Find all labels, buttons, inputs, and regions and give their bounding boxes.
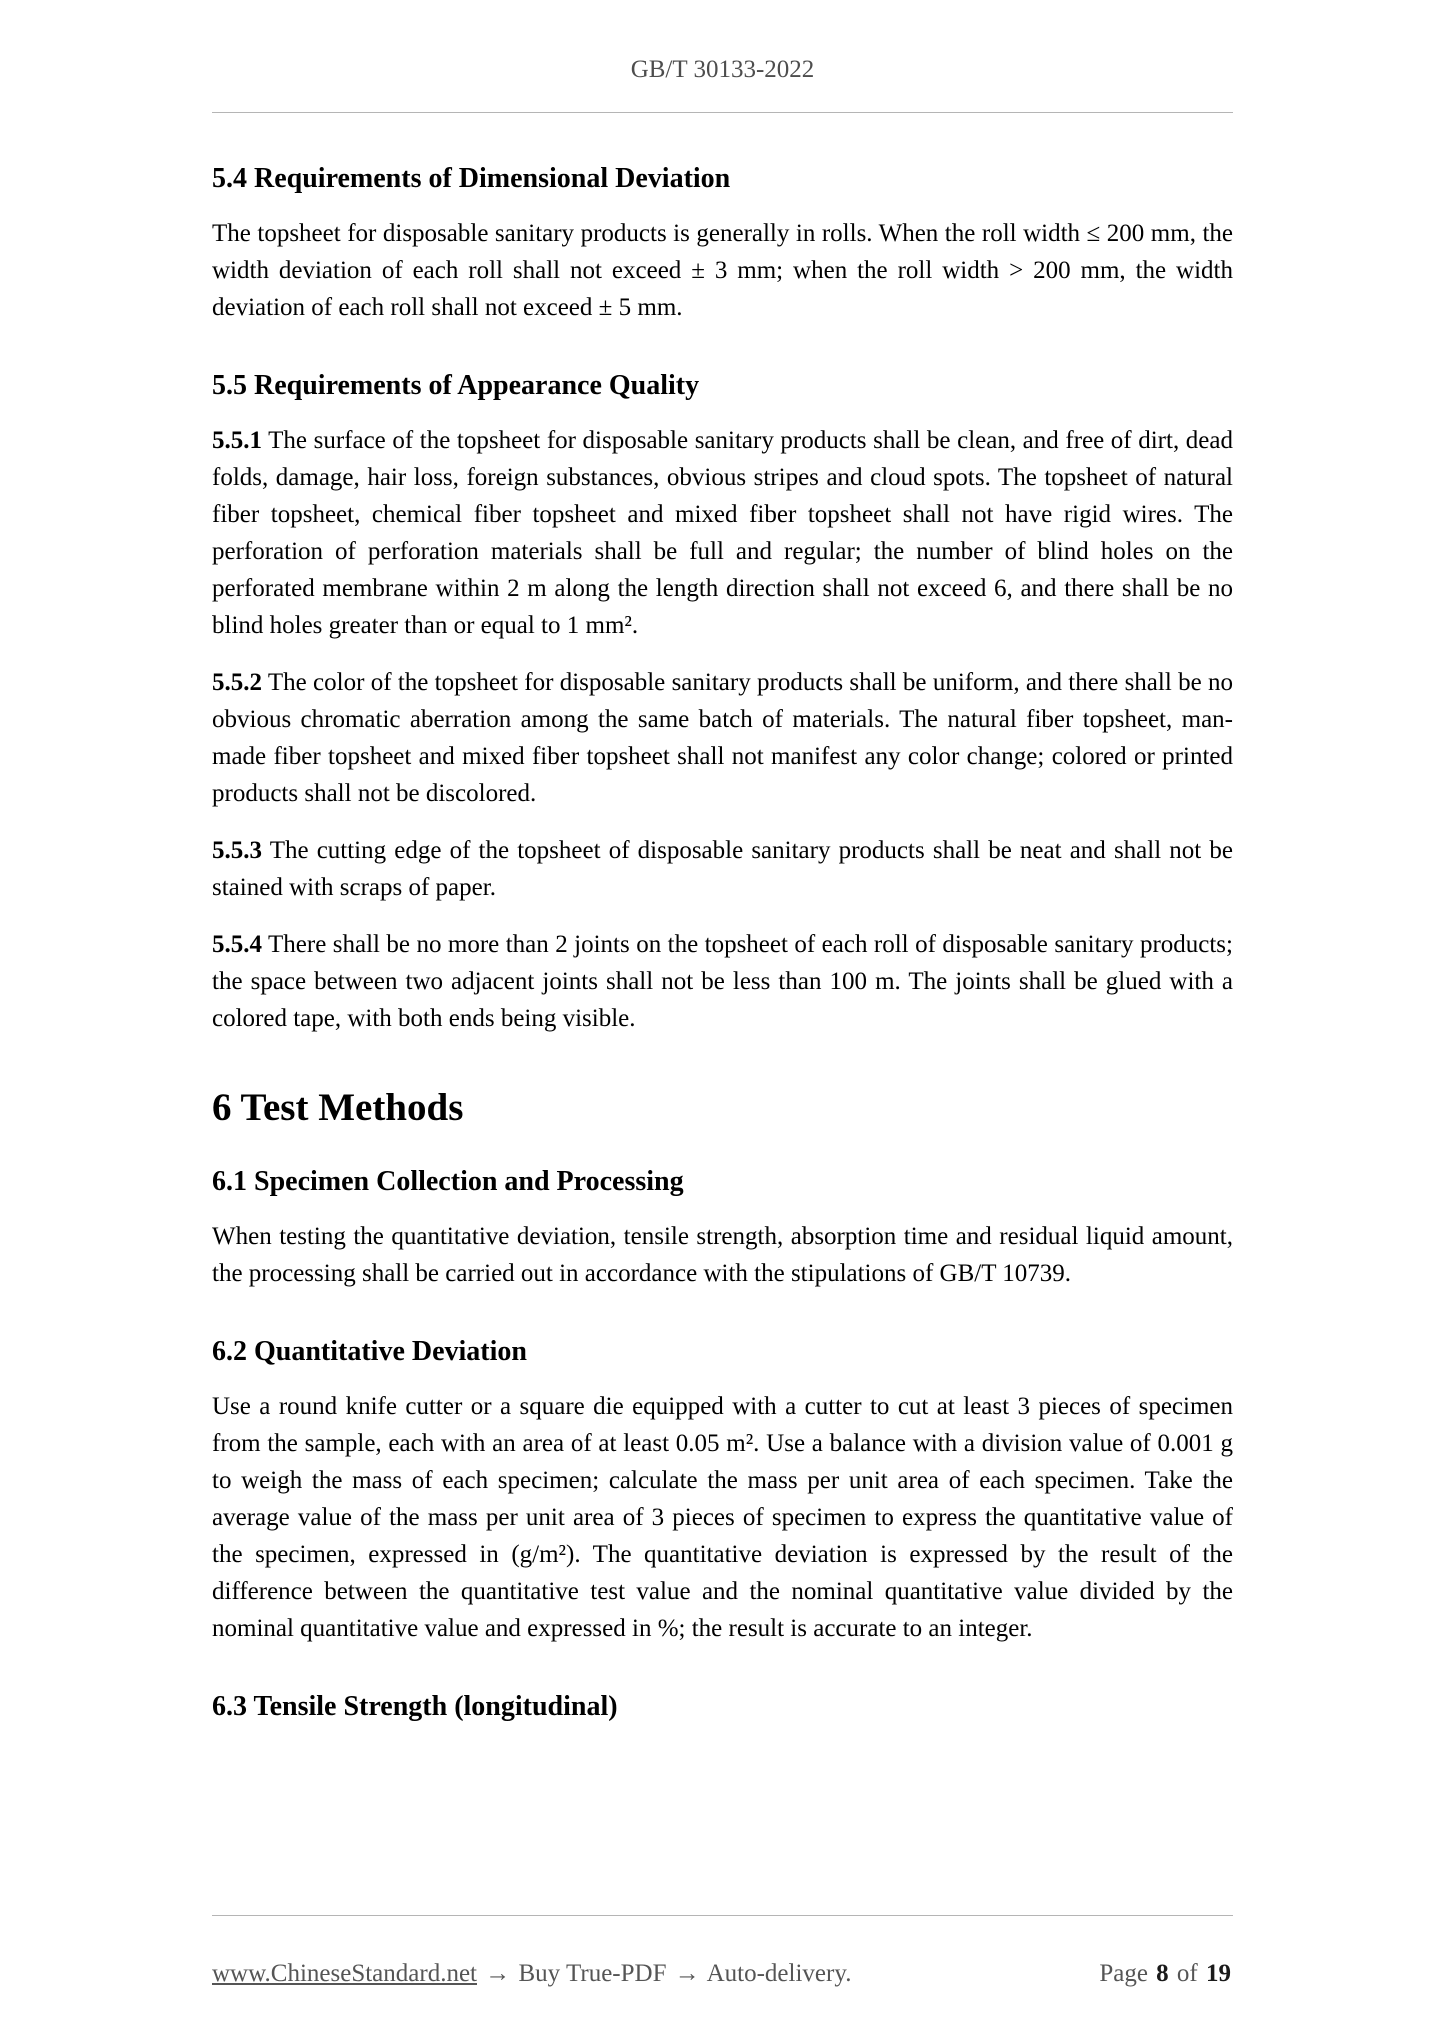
chapter-6-heading: 6 Test Methods [212, 1086, 464, 1129]
footer-source-line [212, 1960, 851, 1988]
section-5-5-heading: 5.5 Requirements of Appearance Quality [212, 370, 700, 401]
clause-5-5-3-text: The cutting edge of the topsheet of disposable sanitary products shall be neat and shall not be stained with scraps of paper. [212, 837, 1233, 901]
section-6-2-paragraph: Use a round knife cutter or a square die equipped with a cutter to cut at least 3 pieces of specimen from the sample, each with an area of at least 0.05 m². Use a balance with a division value of 0.001 g to weigh the mass of each specimen; calculate the mass per unit area of each specimen. Take the average value of the mass per unit area of 3 pieces of specimen to express the quantitative value of the specimen, expressed in (g/m²). The quantitative deviation is expressed by the result of the difference between the quantitative test value and the nominal quantitative value divided by the nominal quantitative value and expressed in %; the result is accurate to an integer. [212, 1393, 1233, 1642]
page-total-number: 19 [1206, 1960, 1231, 1987]
page-label: Page [1099, 1960, 1148, 1987]
clause-5-5-3-label: 5.5.3 [212, 837, 262, 864]
clause-5-5-2-text: The color of the topsheet for disposable sanitary products shall be uniform, and there shall be no obvious chromatic aberration among the same batch of materials. The natural fiber topsheet, man-made fiber topsheet and mixed fiber topsheet shall not manifest any color change; colored or printed products shall not be discolored. [212, 669, 1233, 807]
clause-5-5-4-text: There shall be no more than 2 joints on the topsheet of each roll of disposable sanitary products; the space between two adjacent joints shall not be less than 100 m. The joints shall be glued with a colored tape, with both ends being visible. [212, 931, 1233, 1032]
clause-5-5-1-text: The surface of the topsheet for disposable sanitary products shall be clean, and free of dirt, dead folds, damage, hair loss, foreign substances, obvious stripes and cloud spots. The topsheet of natural fiber topsheet, chemical fiber topsheet and mixed fiber topsheet shall not have rigid wires. The perforation of perforation materials shall be full and regular; the number of blind holes on the perforated membrane within 2 m along the length direction shall not exceed 6, and there shall be no blind holes greater than or equal to 1 mm². [212, 427, 1233, 639]
page-footer [212, 1915, 1233, 1988]
document-number: GB/T 30133-2022 [630, 56, 815, 83]
clause-5-5-3-paragraph [212, 832, 1233, 906]
arrow-right-icon: → [674, 1960, 700, 1987]
clause-5-5-2-label: 5.5.2 [212, 669, 262, 696]
section-5-4-paragraph: The topsheet for disposable sanitary products is generally in rolls. When the roll width ≤ 200 mm, the width deviation of each roll shall not exceed ± 3 mm; when the roll width > 200 mm, the width deviation of each roll shall not exceed ± 5 mm. [212, 220, 1233, 321]
section-6-1-heading: 6.1 Specimen Collection and Processing [212, 1166, 684, 1197]
section-5-4-heading: 5.4 Requirements of Dimensional Deviation [212, 163, 731, 194]
clause-5-5-4-paragraph [212, 926, 1233, 1037]
section-6-1-paragraph: When testing the quantitative deviation, tensile strength, absorption time and residual liquid amount, the processing shall be carried out in accordance with the stipulations of GB/T 10739. [212, 1223, 1233, 1287]
section-6-3-heading: 6.3 Tensile Strength (longitudinal) [212, 1691, 618, 1722]
page-indicator [1099, 1960, 1233, 1988]
of-label: of [1176, 1960, 1198, 1987]
footer-site-link[interactable]: www.ChineseStandard.net [212, 1960, 477, 1987]
clause-5-5-1-paragraph [212, 422, 1233, 644]
clause-5-5-1-label: 5.5.1 [212, 427, 262, 454]
document-body [212, 163, 1233, 1723]
footer-delivery-text: Auto-delivery. [706, 1960, 852, 1987]
page-current-number: 8 [1156, 1960, 1169, 1987]
page-header [212, 56, 1233, 113]
arrow-right-icon: → [485, 1960, 511, 1987]
clause-5-5-2-paragraph [212, 664, 1233, 812]
footer-buy-text: Buy True-PDF [518, 1960, 667, 1987]
section-6-2-heading: 6.2 Quantitative Deviation [212, 1336, 527, 1367]
clause-5-5-4-label: 5.5.4 [212, 931, 262, 958]
